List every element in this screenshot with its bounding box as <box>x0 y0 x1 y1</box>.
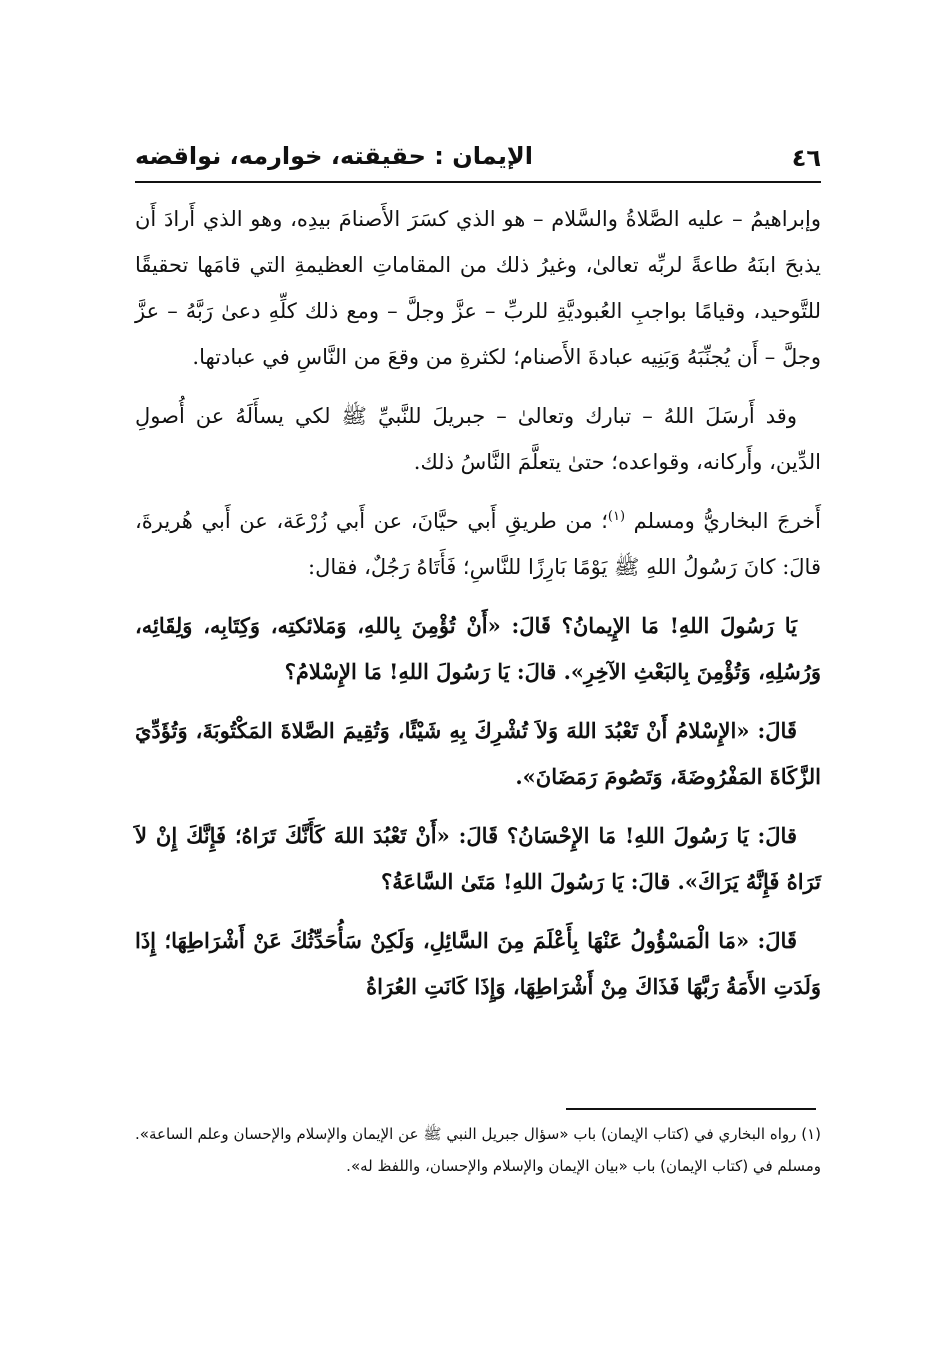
running-title: الإيمان : حقيقته، خوارمه، نواقضه <box>135 142 533 170</box>
hadith-source-text-cont: ؛ من طريقِ أَبي حيَّانَ، عن أَبي زُرْعَة، عن أَبي هُريرةَ، قالَ: كانَ رَسُولُ اللهِ ﷺ يَوْمًا بَارِزًا للنَّاسِ؛ فَأَتَاهُ رَجُلٌ، فقال: <box>135 509 821 579</box>
page-number: ٤٦ <box>791 144 821 172</box>
header-divider <box>135 181 821 183</box>
footnote-1: (١) رواه البخاري في (كتاب الإيمان) باب «سؤال جبريل النبي ﷺ عن الإيمان والإسلام والإحسان وعلم الساعة». ومسلم في (كتاب الإيمان) باب «بيان الإيمان والإسلام والإحسان، واللفظ له». <box>135 1125 821 1175</box>
footnote-reference: (١) <box>607 509 626 524</box>
paragraph-saah: قَالَ: «مَا الْمَسْؤُولُ عَنْهَا بِأَعْلَمَ مِنَ السَّائِلِ، وَلَكِنْ سَأُحَدِّثُكَ عَنْ أَشْرَاطِهَا؛ إِذَا وَلَدَتِ الأَمَةُ رَبَّهَا فَذَاكَ مِنْ أَشْرَاطِهَا، وَإِذَا كَانَتِ العُرَاةُ <box>135 928 821 999</box>
main-text <box>135 196 821 1023</box>
hadith-source-text: أَخرجَ البخاريُّ ومسلم <box>625 509 821 533</box>
paragraph-ibrahim: وإبراهيمُ – عليه الصَّلاةُ والسَّلام – هو الذي كسَرَ الأَصنامَ بيدِه، وهو الذي أَرادَ أَن يذبحَ ابنَهُ طاعةً لربِّه تعالىٰ، وغيرُ ذلك من المقاماتِ العظيمةِ التي قامَها تحقيقًا للتَّوحيد، وقيامًا بواجبِ العُبوديَّةِ للربِّ – عزَّ وجلَّ – ومع ذلك كلِّهِ دعىٰ رَبَّهُ – عزَّ وجلَّ – أَن يُجنِّبَهُ وَبَنِيه عبادةَ الأَصنام؛ لكثرةِ من وقعَ من النَّاسِ في عبادتها. <box>135 207 821 369</box>
footnote-divider <box>566 1108 816 1110</box>
page-header <box>135 138 821 178</box>
paragraph-islam: قَالَ: «الإِسْلامُ أَنْ تَعْبُدَ اللهَ وَلاَ تُشْرِكَ بِهِ شَيْئًا، وَتُقِيمَ الصَّلاةَ المَكْتُوبَةَ، وَتُؤَدِّيَ الزَّكَاةَ المَفْرُوضَةَ، وَتَصُومَ رَمَضَانَ». <box>135 718 821 789</box>
paragraph-ihsan: قالَ: يَا رَسُولَ اللهِ! مَا الإِحْسَانُ؟ قَالَ: «أَنْ تَعْبُدَ اللهَ كَأَنَّكَ تَرَاهُ؛ فَإِنَّكَ إِنْ لاَ تَرَاهُ فَإِنَّهُ يَرَاكَ». قالَ: يَا رَسُولَ اللهِ! مَتَىٰ السَّاعَةُ؟ <box>135 823 821 894</box>
paragraph-iman: يَا رَسُولَ اللهِ! مَا الإِيمانُ؟ قَالَ: «أَنْ تُؤْمِنَ بِاللهِ، وَمَلائكتِه، وَكِتَابِه، وَلِقَائِه، وَرُسُلِهِ، وَتُؤْمِنَ بِالبَعْثِ الآخِرِ». قالَ: يَا رَسُولَ اللهِ! مَا الإِسْلامُ؟ <box>135 613 821 684</box>
footnotes <box>135 1118 821 1182</box>
paragraph-hadith-source <box>135 498 821 590</box>
paragraph-jibril: وقد أَرسَلَ اللهُ – تبارك وتعالىٰ – جبريلَ للنَّبيِّ ﷺ لكي يسأَلَهُ عن أُصولِ الدِّين، وأَركانه، وقواعده؛ حتىٰ يتعلَّمَ النَّاسُ ذلك. <box>135 404 821 474</box>
